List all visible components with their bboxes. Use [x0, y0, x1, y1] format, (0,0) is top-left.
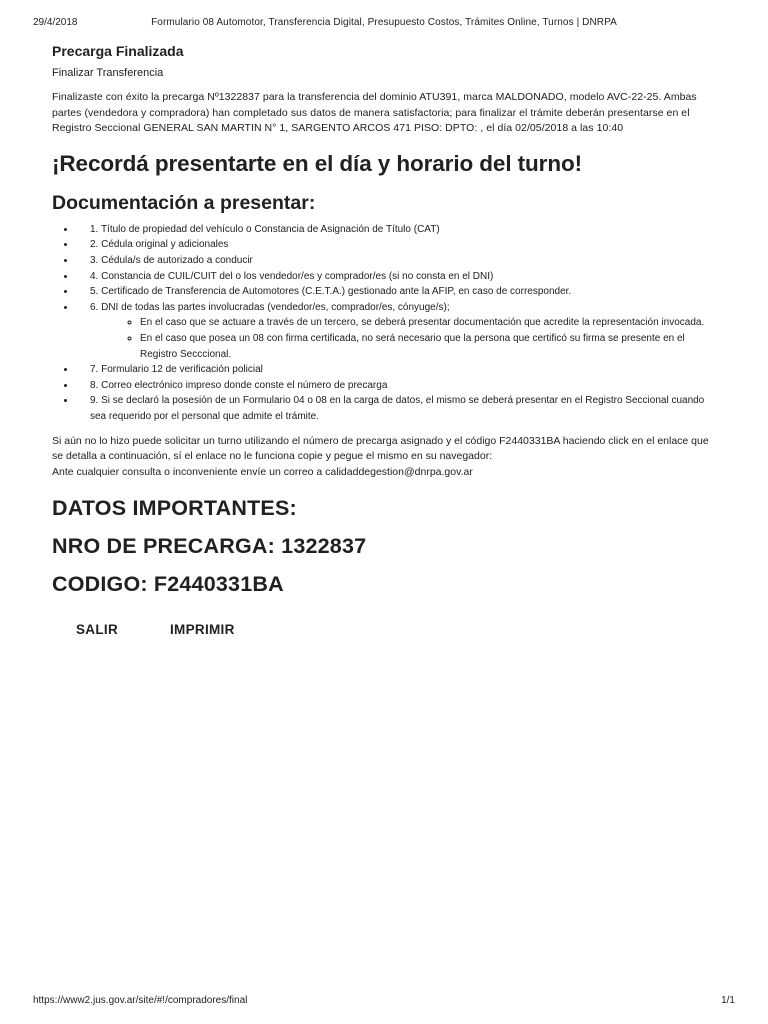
list-item: • 3. Cédula/s de autorizado a conducir — [76, 253, 712, 269]
note-text: Si aún no lo hizo puede solicitar un turno utilizando el número de precarga asignado y el código F2440331BA haciendo click en el enlace que se detalla a continuación, sí el enlace no le funciona copie y pegue el mismo en su navegador: — [52, 434, 709, 463]
list-item: • 7. Formulario 12 de verificación policial — [76, 362, 712, 378]
reminder-heading: ¡Recordá presentarte en el día y horario del turno! — [52, 150, 583, 176]
page-title: Precarga Finalizada — [52, 43, 184, 59]
print-header — [33, 17, 735, 31]
important-data-heading: DATOS IMPORTANTES: — [52, 496, 297, 521]
sub-list-item: ◦ En el caso que se actuare a través de un tercero, se deberá presentar documentación que acredite la representación invocada. — [140, 315, 712, 331]
list-item — [76, 300, 712, 362]
action-buttons — [52, 622, 712, 642]
print-footer — [33, 995, 735, 1009]
imprimir-button[interactable]: IMPRIMIR — [170, 622, 235, 638]
documents-sublist — [90, 315, 712, 362]
list-item-label: 6. DNI de todas las partes involucradas (vendedor/es, comprador/es, cónyuge/s); — [90, 301, 450, 313]
precarga-number: NRO DE PRECARGA: 1322837 — [52, 534, 367, 559]
documents-heading: Documentación a presentar: — [52, 191, 316, 214]
list-item: • 8. Correo electrónico impreso donde conste el número de precarga — [76, 378, 712, 394]
list-item: • 9. Si se declaró la posesión de un Formulario 04 o 08 en la carga de datos, el mismo se deberá presentar en el Registro Seccional cuando sea requerido por el personal que admite el trámite. — [76, 393, 712, 424]
turn-request-note — [52, 434, 712, 481]
page-number: 1/1 — [721, 995, 735, 1006]
print-document-title: Formulario 08 Automotor, Transferencia Digital, Presupuesto Costos, Trámites Online, Turnos | DNRPA — [151, 17, 617, 28]
list-item: • 2. Cédula original y adicionales — [76, 237, 712, 253]
sub-list-item: ◦ En el caso que posea un 08 con firma certificada, no será necesario que la persona que certificó su firma se presente en el Registro Secccional. — [140, 331, 712, 362]
list-item: • 5. Certificado de Transferencia de Automotores (C.E.T.A.) gestionado ante la AFIP, en caso de corresponder. — [76, 284, 712, 300]
contact-text: Ante cualquier consulta o inconveniente envíe un correo a calidaddegestion@dnrpa.gov.ar — [52, 465, 473, 478]
list-item: • 4. Constancia de CUIL/CUIT del o los vendedor/es y comprador/es (si no consta en el DNI) — [76, 269, 712, 285]
salir-button[interactable]: SALIR — [76, 622, 118, 638]
documents-list — [52, 222, 712, 425]
main-content — [52, 40, 712, 642]
codigo-value: CODIGO: F2440331BA — [52, 572, 284, 597]
summary-text: Finalizaste con éxito la precarga Nº1322837 para la transferencia del dominio ATU391, marca MALDONADO, modelo AVC-22-25. Ambas partes (vendedora y compradora) han completado sus datos de manera satisfactoria; para finalizar el trámite deberán presentarse en el Registro Seccional GENERAL SAN MARTIN N° 1, SARGENTO ARCOS 471 PISO: DPTO: , el día 02/05/2018 a las 10:40 — [52, 91, 697, 135]
print-date: 29/4/2018 — [33, 17, 78, 28]
page-subtitle: Finalizar Transferencia — [52, 67, 164, 79]
page-url: https://www2.jus.gov.ar/site/#!/compradores/final — [33, 995, 248, 1006]
list-item: • 1. Título de propiedad del vehículo o Constancia de Asignación de Título (CAT) — [76, 222, 712, 238]
